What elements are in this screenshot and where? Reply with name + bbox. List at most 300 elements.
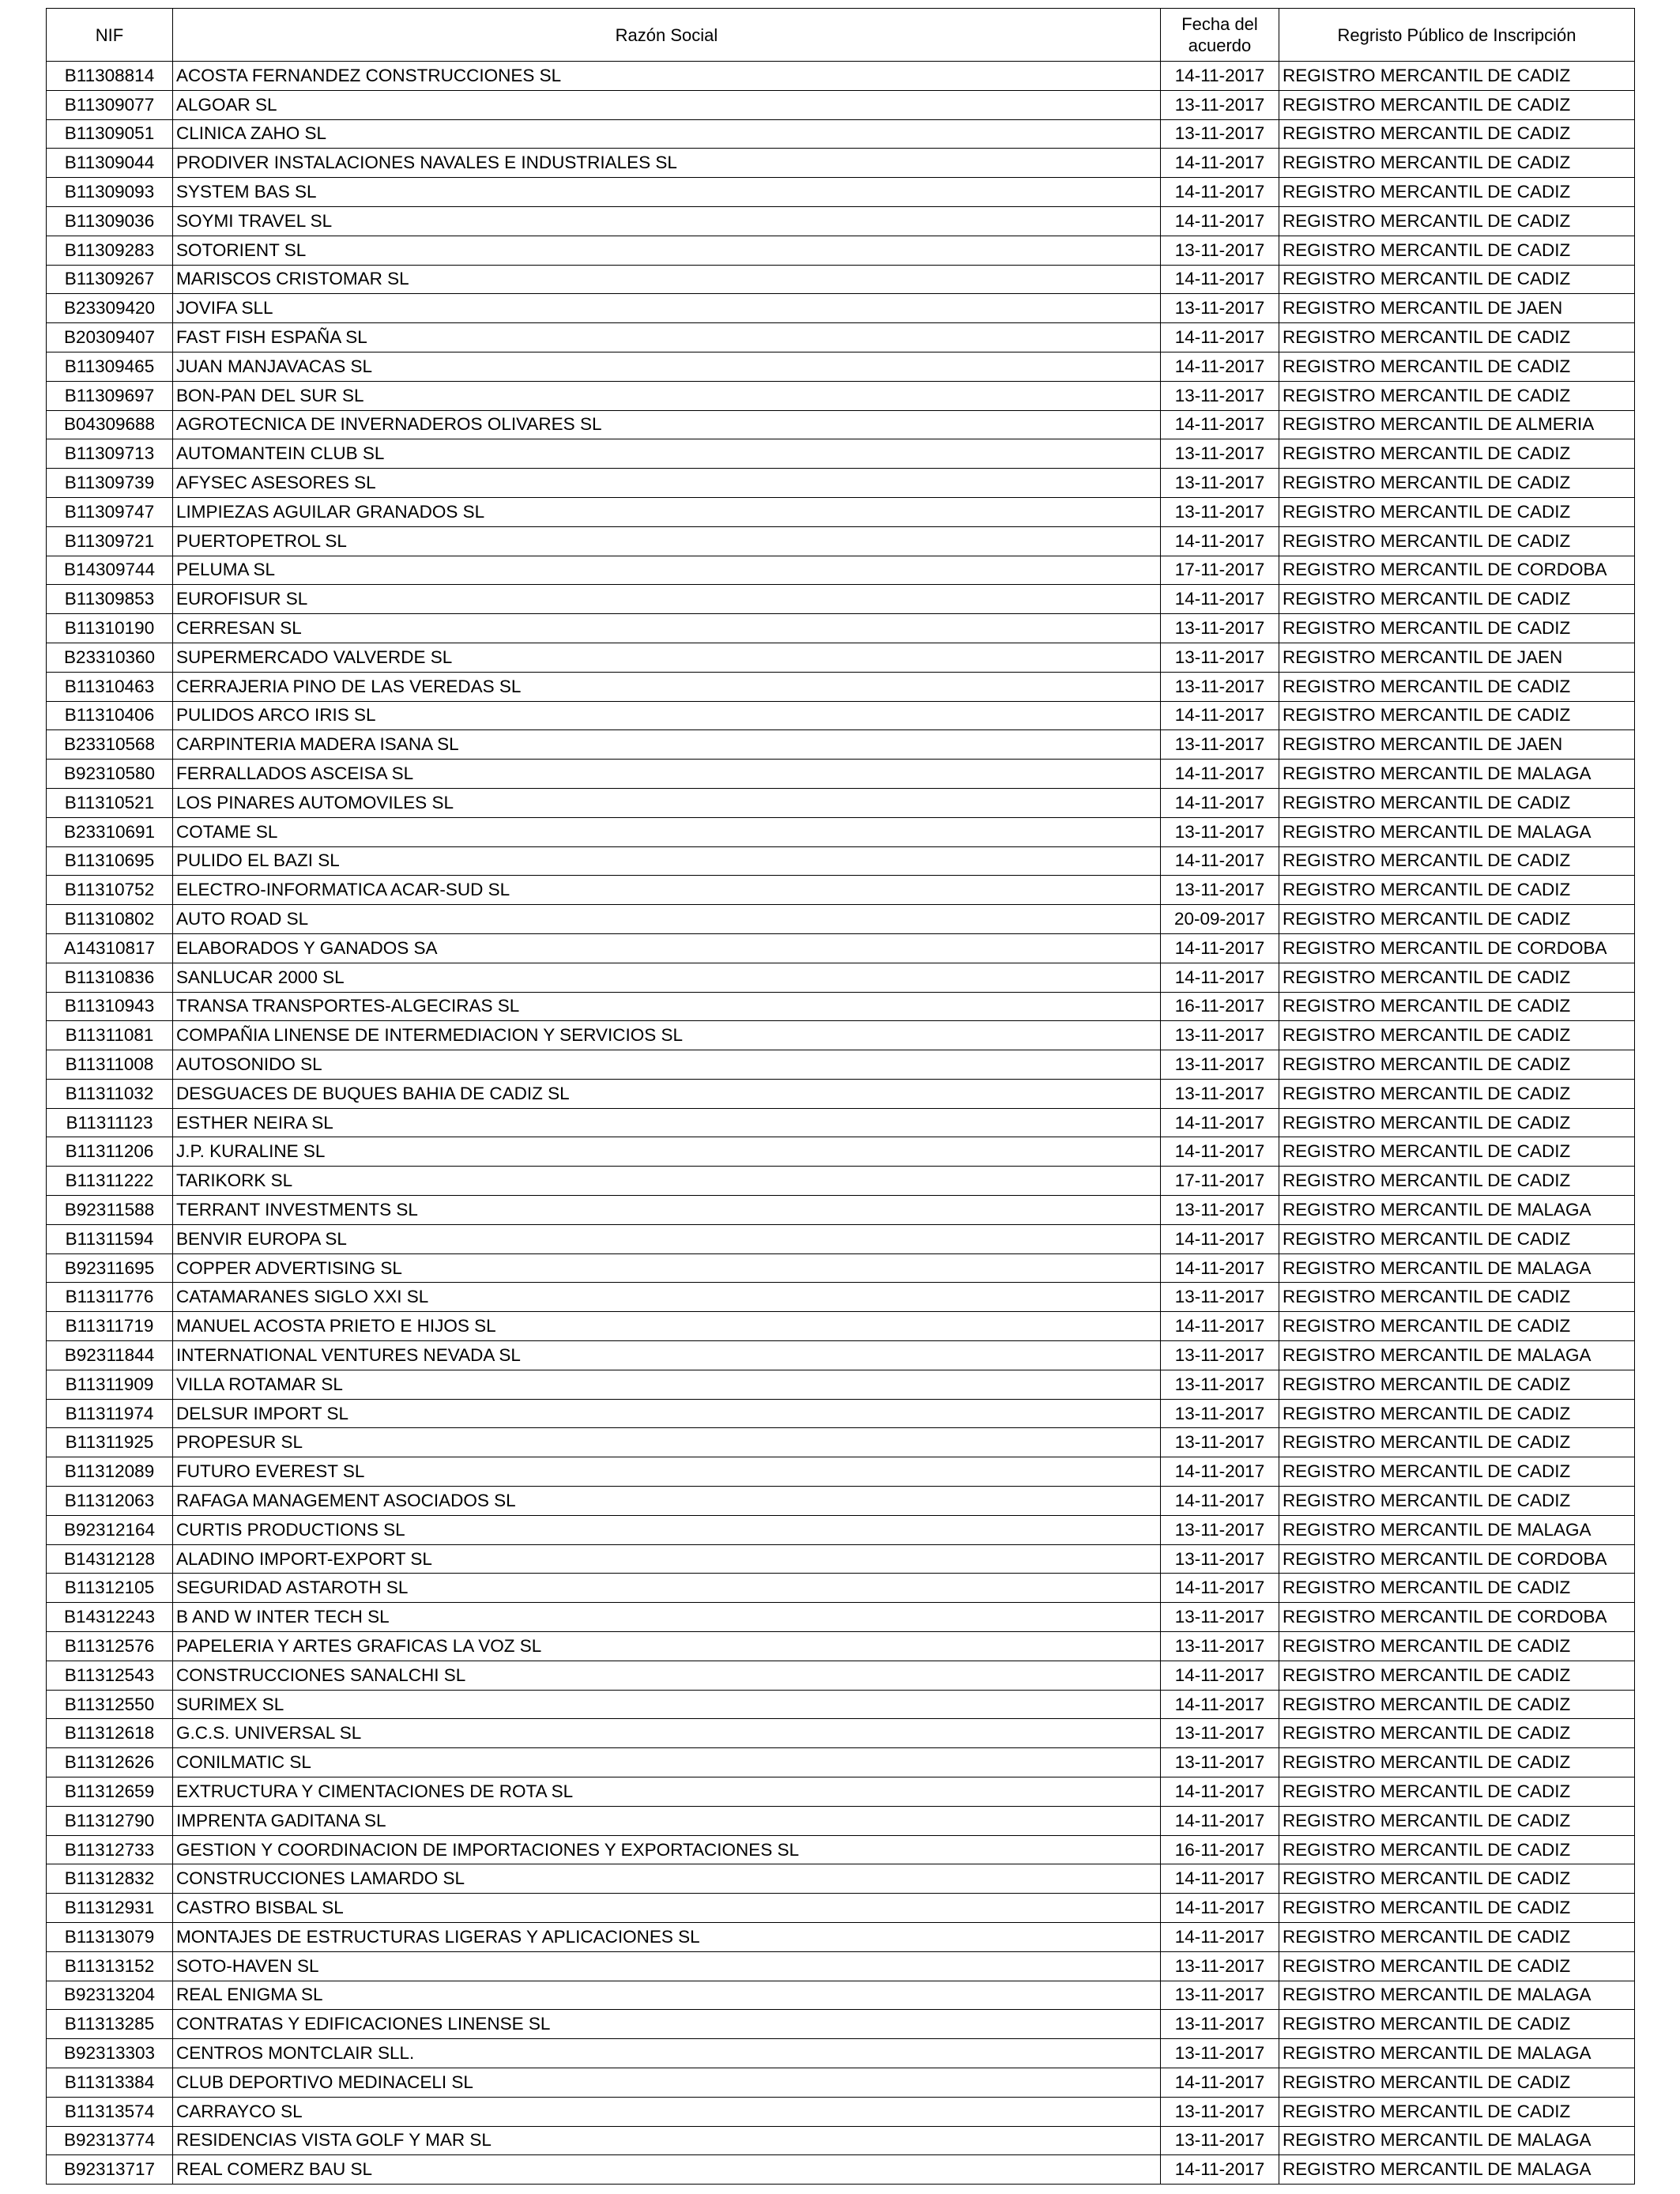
fecha-acuerdo-cell: 13-11-2017 — [1161, 876, 1279, 905]
razon-social-cell: VILLA ROTAMAR SL — [173, 1370, 1161, 1399]
table-row — [47, 701, 1635, 730]
fecha-acuerdo-cell: 13-11-2017 — [1161, 381, 1279, 410]
registro-cell: REGISTRO MERCANTIL DE CADIZ — [1279, 1632, 1635, 1661]
fecha-acuerdo-cell: 13-11-2017 — [1161, 1515, 1279, 1544]
fecha-acuerdo-cell: 13-11-2017 — [1161, 1748, 1279, 1777]
registro-cell: REGISTRO MERCANTIL DE CADIZ — [1279, 381, 1635, 410]
nif-cell: B11310752 — [47, 876, 173, 905]
registro-cell: REGISTRO MERCANTIL DE MALAGA — [1279, 2126, 1635, 2155]
razon-social-cell: COPPER ADVERTISING SL — [173, 1253, 1161, 1283]
razon-social-cell: CURTIS PRODUCTIONS SL — [173, 1515, 1161, 1544]
nif-cell: B11309051 — [47, 119, 173, 149]
header-razon-social: Razón Social — [173, 9, 1161, 62]
razon-social-cell: AGROTECNICA DE INVERNADEROS OLIVARES SL — [173, 410, 1161, 439]
fecha-acuerdo-cell: 13-11-2017 — [1161, 497, 1279, 526]
nif-cell: B11309713 — [47, 439, 173, 469]
table-row — [47, 1137, 1635, 1167]
nif-cell: B11309283 — [47, 236, 173, 265]
nif-cell: B11312626 — [47, 1748, 173, 1777]
nif-cell: B14309744 — [47, 556, 173, 585]
fecha-acuerdo-cell: 13-11-2017 — [1161, 1370, 1279, 1399]
fecha-acuerdo-cell: 13-11-2017 — [1161, 672, 1279, 701]
table-row — [47, 788, 1635, 817]
nif-cell: B11310406 — [47, 701, 173, 730]
razon-social-cell: TERRANT INVESTMENTS SL — [173, 1196, 1161, 1225]
razon-social-cell: PUERTOPETROL SL — [173, 526, 1161, 556]
registro-cell: REGISTRO MERCANTIL DE CADIZ — [1279, 323, 1635, 352]
registro-cell: REGISTRO MERCANTIL DE CADIZ — [1279, 672, 1635, 701]
table-row — [47, 585, 1635, 614]
razon-social-cell: SOTORIENT SL — [173, 236, 1161, 265]
razon-social-cell: REAL COMERZ BAU SL — [173, 2155, 1161, 2185]
razon-social-cell: INTERNATIONAL VENTURES NEVADA SL — [173, 1341, 1161, 1370]
table-row — [47, 294, 1635, 323]
table-row — [47, 905, 1635, 934]
nif-cell: B11312576 — [47, 1632, 173, 1661]
nif-cell: B11312063 — [47, 1487, 173, 1516]
razon-social-cell: CONSTRUCCIONES LAMARDO SL — [173, 1864, 1161, 1894]
table-row — [47, 497, 1635, 526]
razon-social-cell: PULIDOS ARCO IRIS SL — [173, 701, 1161, 730]
nif-cell: B11311719 — [47, 1312, 173, 1341]
nif-cell: B11311008 — [47, 1050, 173, 1080]
fecha-acuerdo-cell: 13-11-2017 — [1161, 730, 1279, 760]
nif-cell: B92313774 — [47, 2126, 173, 2155]
razon-social-cell: LOS PINARES AUTOMOVILES SL — [173, 788, 1161, 817]
registry-sheet — [46, 8, 1635, 2185]
nif-cell: B11309036 — [47, 206, 173, 236]
razon-social-cell: DELSUR IMPORT SL — [173, 1399, 1161, 1428]
fecha-acuerdo-cell: 13-11-2017 — [1161, 1399, 1279, 1428]
table-row — [47, 672, 1635, 701]
fecha-acuerdo-cell: 13-11-2017 — [1161, 1283, 1279, 1312]
table-row — [47, 1661, 1635, 1690]
table-row — [47, 469, 1635, 498]
fecha-acuerdo-cell: 14-11-2017 — [1161, 62, 1279, 91]
registro-cell: REGISTRO MERCANTIL DE MALAGA — [1279, 1253, 1635, 1283]
nif-cell: B11312733 — [47, 1835, 173, 1864]
fecha-acuerdo-cell: 14-11-2017 — [1161, 1312, 1279, 1341]
table-row — [47, 1079, 1635, 1108]
table-row — [47, 1806, 1635, 1835]
table-row — [47, 1923, 1635, 1952]
table-row — [47, 1312, 1635, 1341]
razon-social-cell: CERRAJERIA PINO DE LAS VEREDAS SL — [173, 672, 1161, 701]
fecha-acuerdo-cell: 14-11-2017 — [1161, 526, 1279, 556]
registro-cell: REGISTRO MERCANTIL DE JAEN — [1279, 643, 1635, 672]
fecha-acuerdo-cell: 20-09-2017 — [1161, 905, 1279, 934]
fecha-acuerdo-cell: 16-11-2017 — [1161, 1835, 1279, 1864]
fecha-acuerdo-cell: 14-11-2017 — [1161, 1108, 1279, 1137]
registro-cell: REGISTRO MERCANTIL DE CADIZ — [1279, 2010, 1635, 2039]
nif-cell: B92311695 — [47, 1253, 173, 1283]
razon-social-cell: SANLUCAR 2000 SL — [173, 963, 1161, 992]
fecha-acuerdo-cell: 13-11-2017 — [1161, 643, 1279, 672]
registro-cell: REGISTRO MERCANTIL DE CORDOBA — [1279, 933, 1635, 963]
fecha-acuerdo-cell: 14-11-2017 — [1161, 788, 1279, 817]
razon-social-cell: RAFAGA MANAGEMENT ASOCIADOS SL — [173, 1487, 1161, 1516]
razon-social-cell: AUTO ROAD SL — [173, 905, 1161, 934]
registro-cell: REGISTRO MERCANTIL DE CADIZ — [1279, 1487, 1635, 1516]
razon-social-cell: CLINICA ZAHO SL — [173, 119, 1161, 149]
table-row — [47, 149, 1635, 178]
razon-social-cell: SURIMEX SL — [173, 1690, 1161, 1719]
registro-cell: REGISTRO MERCANTIL DE MALAGA — [1279, 760, 1635, 789]
table-row — [47, 817, 1635, 846]
fecha-acuerdo-cell: 14-11-2017 — [1161, 846, 1279, 876]
razon-social-cell: SEGURIDAD ASTAROTH SL — [173, 1574, 1161, 1603]
fecha-acuerdo-cell: 14-11-2017 — [1161, 323, 1279, 352]
registro-cell: REGISTRO MERCANTIL DE CADIZ — [1279, 1428, 1635, 1457]
registro-cell: REGISTRO MERCANTIL DE CADIZ — [1279, 178, 1635, 207]
table-row — [47, 556, 1635, 585]
registro-cell: REGISTRO MERCANTIL DE CADIZ — [1279, 265, 1635, 294]
razon-social-cell: TARIKORK SL — [173, 1167, 1161, 1196]
table-row — [47, 1428, 1635, 1457]
fecha-acuerdo-cell: 14-11-2017 — [1161, 2068, 1279, 2097]
razon-social-cell: SYSTEM BAS SL — [173, 178, 1161, 207]
fecha-acuerdo-cell: 13-11-2017 — [1161, 2126, 1279, 2155]
registro-cell: REGISTRO MERCANTIL DE CADIZ — [1279, 1167, 1635, 1196]
registro-cell: REGISTRO MERCANTIL DE CADIZ — [1279, 1923, 1635, 1952]
nif-cell: B11310802 — [47, 905, 173, 934]
razon-social-cell: SUPERMERCADO VALVERDE SL — [173, 643, 1161, 672]
razon-social-cell: EXTRUCTURA Y CIMENTACIONES DE ROTA SL — [173, 1777, 1161, 1807]
nif-cell: B11310521 — [47, 788, 173, 817]
nif-cell: B11312089 — [47, 1457, 173, 1487]
nif-cell: B11312550 — [47, 1690, 173, 1719]
fecha-acuerdo-cell: 13-11-2017 — [1161, 1951, 1279, 1981]
fecha-acuerdo-cell: 17-11-2017 — [1161, 556, 1279, 585]
nif-cell: B11311925 — [47, 1428, 173, 1457]
nif-cell: B92312164 — [47, 1515, 173, 1544]
registro-cell: REGISTRO MERCANTIL DE CADIZ — [1279, 2097, 1635, 2126]
table-row — [47, 1253, 1635, 1283]
table-row — [47, 352, 1635, 381]
registro-cell: REGISTRO MERCANTIL DE CADIZ — [1279, 992, 1635, 1021]
registro-cell: REGISTRO MERCANTIL DE CADIZ — [1279, 206, 1635, 236]
table-row — [47, 643, 1635, 672]
fecha-acuerdo-cell: 16-11-2017 — [1161, 992, 1279, 1021]
registro-cell: REGISTRO MERCANTIL DE MALAGA — [1279, 2039, 1635, 2068]
fecha-acuerdo-cell: 13-11-2017 — [1161, 1981, 1279, 2010]
table-row — [47, 119, 1635, 149]
registro-cell: REGISTRO MERCANTIL DE MALAGA — [1279, 1515, 1635, 1544]
table-row — [47, 1719, 1635, 1748]
registro-cell: REGISTRO MERCANTIL DE CADIZ — [1279, 1719, 1635, 1748]
registro-cell: REGISTRO MERCANTIL DE JAEN — [1279, 730, 1635, 760]
table-row — [47, 1021, 1635, 1050]
table-row — [47, 1487, 1635, 1516]
fecha-acuerdo-cell: 14-11-2017 — [1161, 760, 1279, 789]
table-row — [47, 1951, 1635, 1981]
fecha-acuerdo-cell: 17-11-2017 — [1161, 1167, 1279, 1196]
table-row — [47, 1108, 1635, 1137]
registro-cell: REGISTRO MERCANTIL DE ALMERIA — [1279, 410, 1635, 439]
razon-social-cell: GESTION Y COORDINACION DE IMPORTACIONES Y EXPORTACIONES SL — [173, 1835, 1161, 1864]
nif-cell: B11310943 — [47, 992, 173, 1021]
registro-cell: REGISTRO MERCANTIL DE CADIZ — [1279, 1661, 1635, 1690]
registro-cell: REGISTRO MERCANTIL DE CADIZ — [1279, 439, 1635, 469]
registro-cell: REGISTRO MERCANTIL DE CADIZ — [1279, 876, 1635, 905]
registro-cell: REGISTRO MERCANTIL DE CADIZ — [1279, 1283, 1635, 1312]
registro-cell: REGISTRO MERCANTIL DE CADIZ — [1279, 846, 1635, 876]
razon-social-cell: MONTAJES DE ESTRUCTURAS LIGERAS Y APLICACIONES SL — [173, 1923, 1161, 1952]
registro-cell: REGISTRO MERCANTIL DE CADIZ — [1279, 1399, 1635, 1428]
fecha-acuerdo-cell: 14-11-2017 — [1161, 585, 1279, 614]
razon-social-cell: ELABORADOS Y GANADOS SA — [173, 933, 1161, 963]
razon-social-cell: CARPINTERIA MADERA ISANA SL — [173, 730, 1161, 760]
nif-cell: B11309465 — [47, 352, 173, 381]
table-row — [47, 1167, 1635, 1196]
table-row — [47, 236, 1635, 265]
nif-cell: B11309697 — [47, 381, 173, 410]
table-row — [47, 526, 1635, 556]
table-row — [47, 2010, 1635, 2039]
razon-social-cell: DESGUACES DE BUQUES BAHIA DE CADIZ SL — [173, 1079, 1161, 1108]
table-row — [47, 1748, 1635, 1777]
nif-cell: B11312832 — [47, 1864, 173, 1894]
header-row — [47, 9, 1635, 62]
nif-cell: B11309077 — [47, 90, 173, 119]
registro-cell: REGISTRO MERCANTIL DE CADIZ — [1279, 701, 1635, 730]
registro-cell: REGISTRO MERCANTIL DE CADIZ — [1279, 62, 1635, 91]
fecha-acuerdo-cell: 14-11-2017 — [1161, 1923, 1279, 1952]
table-row — [47, 1515, 1635, 1544]
table-row — [47, 876, 1635, 905]
razon-social-cell: TRANSA TRANSPORTES-ALGECIRAS SL — [173, 992, 1161, 1021]
razon-social-cell: RESIDENCIAS VISTA GOLF Y MAR SL — [173, 2126, 1161, 2155]
fecha-acuerdo-cell: 14-11-2017 — [1161, 1457, 1279, 1487]
nif-cell: B92313204 — [47, 1981, 173, 2010]
razon-social-cell: B AND W INTER TECH SL — [173, 1603, 1161, 1632]
nif-cell: B11309739 — [47, 469, 173, 498]
fecha-acuerdo-cell: 13-11-2017 — [1161, 439, 1279, 469]
nif-cell: B11310463 — [47, 672, 173, 701]
table-row — [47, 1399, 1635, 1428]
razon-social-cell: PRODIVER INSTALACIONES NAVALES E INDUSTRIALES SL — [173, 149, 1161, 178]
razon-social-cell: G.C.S. UNIVERSAL SL — [173, 1719, 1161, 1748]
fecha-acuerdo-cell: 13-11-2017 — [1161, 1603, 1279, 1632]
table-row — [47, 1050, 1635, 1080]
razon-social-cell: FAST FISH ESPAÑA SL — [173, 323, 1161, 352]
registro-cell: REGISTRO MERCANTIL DE CADIZ — [1279, 497, 1635, 526]
fecha-acuerdo-cell: 14-11-2017 — [1161, 1661, 1279, 1690]
table-row — [47, 1777, 1635, 1807]
registro-cell: REGISTRO MERCANTIL DE CADIZ — [1279, 1777, 1635, 1807]
nif-cell: B11311032 — [47, 1079, 173, 1108]
nif-cell: B23310360 — [47, 643, 173, 672]
fecha-acuerdo-cell: 14-11-2017 — [1161, 1690, 1279, 1719]
razon-social-cell: PAPELERIA Y ARTES GRAFICAS LA VOZ SL — [173, 1632, 1161, 1661]
registro-cell: REGISTRO MERCANTIL DE CADIZ — [1279, 149, 1635, 178]
nif-cell: B11313152 — [47, 1951, 173, 1981]
fecha-acuerdo-cell: 14-11-2017 — [1161, 149, 1279, 178]
table-header — [47, 9, 1635, 62]
razon-social-cell: CONSTRUCCIONES SANALCHI SL — [173, 1661, 1161, 1690]
table-row — [47, 1370, 1635, 1399]
company-registry-table — [46, 8, 1635, 2185]
registro-cell: REGISTRO MERCANTIL DE CADIZ — [1279, 788, 1635, 817]
registro-cell: REGISTRO MERCANTIL DE MALAGA — [1279, 817, 1635, 846]
registro-cell: REGISTRO MERCANTIL DE MALAGA — [1279, 1341, 1635, 1370]
registro-cell: REGISTRO MERCANTIL DE CADIZ — [1279, 614, 1635, 643]
table-row — [47, 2039, 1635, 2068]
header-fecha-acuerdo — [1161, 9, 1279, 62]
table-row — [47, 1864, 1635, 1894]
fecha-acuerdo-cell: 13-11-2017 — [1161, 236, 1279, 265]
fecha-acuerdo-cell: 13-11-2017 — [1161, 294, 1279, 323]
registro-cell: REGISTRO MERCANTIL DE CADIZ — [1279, 1457, 1635, 1487]
registro-cell: REGISTRO MERCANTIL DE CADIZ — [1279, 90, 1635, 119]
table-body — [47, 62, 1635, 2185]
nif-cell: B11313574 — [47, 2097, 173, 2126]
registro-cell: REGISTRO MERCANTIL DE CADIZ — [1279, 1690, 1635, 1719]
razon-social-cell: JUAN MANJAVACAS SL — [173, 352, 1161, 381]
fecha-acuerdo-cell: 14-11-2017 — [1161, 963, 1279, 992]
razon-social-cell: EUROFISUR SL — [173, 585, 1161, 614]
table-row — [47, 760, 1635, 789]
table-row — [47, 1283, 1635, 1312]
razon-social-cell: CERRESAN SL — [173, 614, 1161, 643]
fecha-acuerdo-cell: 13-11-2017 — [1161, 2010, 1279, 2039]
fecha-acuerdo-cell: 14-11-2017 — [1161, 1574, 1279, 1603]
table-row — [47, 1981, 1635, 2010]
table-row — [47, 1894, 1635, 1923]
header-fecha-line2: acuerdo — [1188, 36, 1252, 55]
nif-cell: B11308814 — [47, 62, 173, 91]
fecha-acuerdo-cell: 13-11-2017 — [1161, 1544, 1279, 1574]
nif-cell: B11312543 — [47, 1661, 173, 1690]
razon-social-cell: FERRALLADOS ASCEISA SL — [173, 760, 1161, 789]
fecha-acuerdo-cell: 14-11-2017 — [1161, 1253, 1279, 1283]
razon-social-cell: CASTRO BISBAL SL — [173, 1894, 1161, 1923]
registro-cell: REGISTRO MERCANTIL DE CADIZ — [1279, 1079, 1635, 1108]
nif-cell: B92313303 — [47, 2039, 173, 2068]
razon-social-cell: SOTO-HAVEN SL — [173, 1951, 1161, 1981]
razon-social-cell: COMPAÑIA LINENSE DE INTERMEDIACION Y SERVICIOS SL — [173, 1021, 1161, 1050]
fecha-acuerdo-cell: 14-11-2017 — [1161, 1487, 1279, 1516]
registro-cell: REGISTRO MERCANTIL DE CADIZ — [1279, 2068, 1635, 2097]
table-row — [47, 1341, 1635, 1370]
header-registro: Regristo Público de Inscripción — [1279, 9, 1635, 62]
fecha-acuerdo-cell: 14-11-2017 — [1161, 1806, 1279, 1835]
fecha-acuerdo-cell: 13-11-2017 — [1161, 1196, 1279, 1225]
nif-cell: B20309407 — [47, 323, 173, 352]
nif-cell: B92311844 — [47, 1341, 173, 1370]
registro-cell: REGISTRO MERCANTIL DE CADIZ — [1279, 1864, 1635, 1894]
fecha-acuerdo-cell: 14-11-2017 — [1161, 1864, 1279, 1894]
fecha-acuerdo-cell: 13-11-2017 — [1161, 2097, 1279, 2126]
fecha-acuerdo-cell: 14-11-2017 — [1161, 1137, 1279, 1167]
razon-social-cell: CENTROS MONTCLAIR SLL. — [173, 2039, 1161, 2068]
nif-cell: B23310691 — [47, 817, 173, 846]
registro-cell: REGISTRO MERCANTIL DE CADIZ — [1279, 1574, 1635, 1603]
table-row — [47, 381, 1635, 410]
nif-cell: B11312105 — [47, 1574, 173, 1603]
registro-cell: REGISTRO MERCANTIL DE CADIZ — [1279, 236, 1635, 265]
registro-cell: REGISTRO MERCANTIL DE CADIZ — [1279, 119, 1635, 149]
razon-social-cell: FUTURO EVEREST SL — [173, 1457, 1161, 1487]
registro-cell: REGISTRO MERCANTIL DE CADIZ — [1279, 1137, 1635, 1167]
table-row — [47, 1196, 1635, 1225]
nif-cell: B92310580 — [47, 760, 173, 789]
nif-cell: B11312931 — [47, 1894, 173, 1923]
nif-cell: B11309747 — [47, 497, 173, 526]
table-row — [47, 992, 1635, 1021]
razon-social-cell: ALGOAR SL — [173, 90, 1161, 119]
registro-cell: REGISTRO MERCANTIL DE CADIZ — [1279, 1748, 1635, 1777]
nif-cell: B23309420 — [47, 294, 173, 323]
razon-social-cell: AUTOSONIDO SL — [173, 1050, 1161, 1080]
table-row — [47, 2126, 1635, 2155]
nif-cell: B11311974 — [47, 1399, 173, 1428]
fecha-acuerdo-cell: 14-11-2017 — [1161, 933, 1279, 963]
registro-cell: REGISTRO MERCANTIL DE CORDOBA — [1279, 1603, 1635, 1632]
fecha-acuerdo-cell: 13-11-2017 — [1161, 817, 1279, 846]
fecha-acuerdo-cell: 13-11-2017 — [1161, 1079, 1279, 1108]
registro-cell: REGISTRO MERCANTIL DE CADIZ — [1279, 352, 1635, 381]
nif-cell: B92313717 — [47, 2155, 173, 2185]
table-row — [47, 2155, 1635, 2185]
razon-social-cell: IMPRENTA GADITANA SL — [173, 1806, 1161, 1835]
registro-cell: REGISTRO MERCANTIL DE CADIZ — [1279, 905, 1635, 934]
table-row — [47, 206, 1635, 236]
razon-social-cell: PELUMA SL — [173, 556, 1161, 585]
table-row — [47, 1574, 1635, 1603]
table-row — [47, 178, 1635, 207]
nif-cell: B11313079 — [47, 1923, 173, 1952]
nif-cell: B11309721 — [47, 526, 173, 556]
table-row — [47, 1544, 1635, 1574]
razon-social-cell: JOVIFA SLL — [173, 294, 1161, 323]
razon-social-cell: SOYMI TRAVEL SL — [173, 206, 1161, 236]
razon-social-cell: CLUB DEPORTIVO MEDINACELI SL — [173, 2068, 1161, 2097]
razon-social-cell: MARISCOS CRISTOMAR SL — [173, 265, 1161, 294]
table-row — [47, 323, 1635, 352]
table-row — [47, 1835, 1635, 1864]
razon-social-cell: REAL ENIGMA SL — [173, 1981, 1161, 2010]
registro-cell: REGISTRO MERCANTIL DE CADIZ — [1279, 1894, 1635, 1923]
table-row — [47, 1457, 1635, 1487]
registro-cell: REGISTRO MERCANTIL DE CADIZ — [1279, 469, 1635, 498]
razon-social-cell: ELECTRO-INFORMATICA ACAR-SUD SL — [173, 876, 1161, 905]
registro-cell: REGISTRO MERCANTIL DE CADIZ — [1279, 1951, 1635, 1981]
razon-social-cell: CARRAYCO SL — [173, 2097, 1161, 2126]
razon-social-cell: MANUEL ACOSTA PRIETO E HIJOS SL — [173, 1312, 1161, 1341]
header-nif: NIF — [47, 9, 173, 62]
registro-cell: REGISTRO MERCANTIL DE MALAGA — [1279, 1981, 1635, 2010]
fecha-acuerdo-cell: 14-11-2017 — [1161, 2155, 1279, 2185]
header-fecha-line1: Fecha del — [1181, 14, 1258, 34]
nif-cell: B23310568 — [47, 730, 173, 760]
nif-cell: B11311594 — [47, 1224, 173, 1253]
nif-cell: B11311776 — [47, 1283, 173, 1312]
fecha-acuerdo-cell: 14-11-2017 — [1161, 701, 1279, 730]
nif-cell: B11310695 — [47, 846, 173, 876]
nif-cell: B11309093 — [47, 178, 173, 207]
fecha-acuerdo-cell: 13-11-2017 — [1161, 1021, 1279, 1050]
razon-social-cell: CONTRATAS Y EDIFICACIONES LINENSE SL — [173, 2010, 1161, 2039]
table-row — [47, 90, 1635, 119]
table-row — [47, 1632, 1635, 1661]
fecha-acuerdo-cell: 14-11-2017 — [1161, 352, 1279, 381]
nif-cell: B14312128 — [47, 1544, 173, 1574]
registro-cell: REGISTRO MERCANTIL DE MALAGA — [1279, 1196, 1635, 1225]
nif-cell: B11313285 — [47, 2010, 173, 2039]
registro-cell: REGISTRO MERCANTIL DE CADIZ — [1279, 1108, 1635, 1137]
fecha-acuerdo-cell: 14-11-2017 — [1161, 206, 1279, 236]
